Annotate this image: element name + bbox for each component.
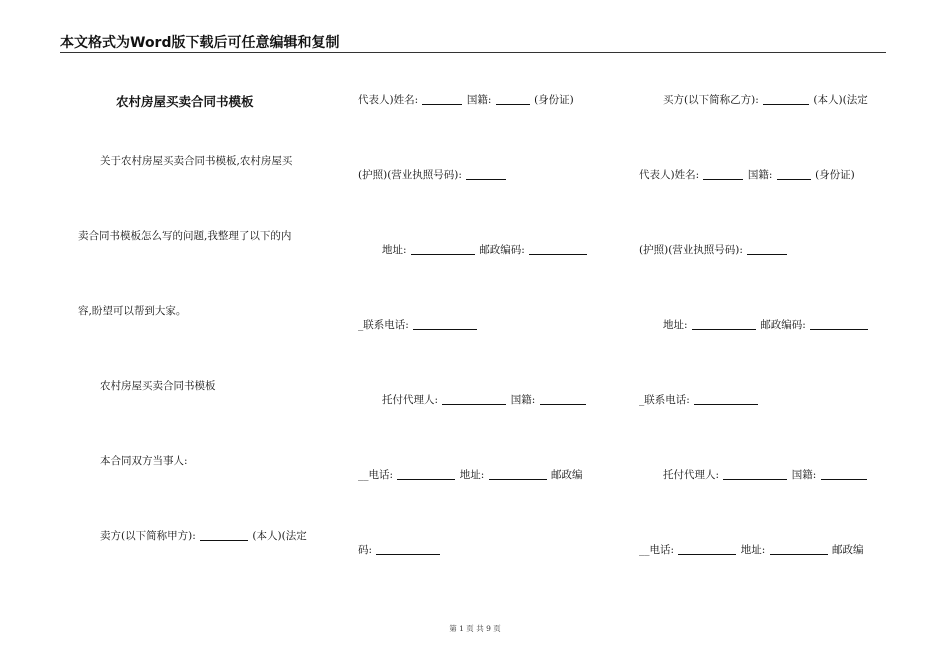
c3-rep-label: 代表人)姓名: [639, 169, 700, 181]
c2-tel-postcode-label: 邮政编 [550, 469, 583, 481]
c3-postcode-blank [810, 318, 868, 330]
c2-nation-label: 国籍: [466, 94, 492, 106]
seller-blank [200, 529, 248, 541]
c2-agent-blank [442, 393, 506, 405]
c3-passport-label: (护照)(营业执照号码): [639, 244, 743, 256]
c3-nation-label: 国籍: [747, 169, 773, 181]
c3-agent-line [663, 468, 868, 482]
c3-nation-blank [777, 168, 811, 180]
c2-phone-label: 联系电话: [363, 319, 409, 331]
c2-address-line [382, 243, 588, 257]
c3-buyer-line [663, 93, 868, 107]
c3-agent-label: 托付代理人: [663, 469, 720, 481]
seller-label: 卖方(以下简称甲方): [100, 530, 196, 542]
c3-phone-label: 联系电话: [644, 394, 690, 406]
parties-heading: 本合同双方当事人: [100, 455, 188, 467]
c2-postcode-blank [529, 243, 587, 255]
c2-agent-nation-label: 国籍: [510, 394, 536, 406]
c3-passport-line [639, 243, 788, 257]
subtitle: 农村房屋买卖合同书模板 [100, 380, 216, 392]
seller-line [100, 529, 307, 543]
c2-phone-prefix: _ [358, 319, 364, 331]
intro-line-1: 关于农村房屋买卖合同书模板,农村房屋买 [100, 155, 293, 167]
c2-agent-nation-blank [540, 393, 586, 405]
c3-name-blank [703, 168, 743, 180]
c3-tel-label: 电话: [649, 544, 675, 556]
c2-address-label: 地址: [382, 244, 407, 256]
c2-code-label: 码: [358, 544, 373, 556]
c3-buyer-label: 买方(以下简称乙方): [663, 94, 759, 106]
c2-tel-prefix: __ [358, 469, 369, 481]
c3-id-label: (身份证) [815, 169, 855, 181]
c3-address-blank [692, 318, 756, 330]
c2-phone-blank [413, 318, 477, 330]
c2-passport-blank [466, 168, 506, 180]
c2-agent-label: 托付代理人: [382, 394, 439, 406]
c3-passport-blank [747, 243, 787, 255]
c3-agent-nation-blank [821, 468, 867, 480]
c2-name-blank [422, 93, 462, 105]
c3-address-line [663, 318, 869, 332]
c3-agent-blank [723, 468, 787, 480]
c3-address-label: 地址: [663, 319, 688, 331]
c2-code-line [358, 543, 441, 557]
c3-phone-prefix: _ [639, 394, 645, 406]
c2-address-blank [411, 243, 475, 255]
c3-phone-blank [694, 393, 758, 405]
c3-tel-blank [678, 543, 736, 555]
c3-tel-prefix: __ [639, 544, 650, 556]
c2-nation-blank [496, 93, 530, 105]
header-rule [60, 52, 886, 53]
c3-phone-line [639, 393, 759, 407]
c3-rep-line [639, 168, 855, 182]
c2-rep-label: 代表人)姓名: [358, 94, 419, 106]
page-footer: 第 1 页 共 9 页 [449, 624, 501, 633]
c2-agent-line [382, 393, 587, 407]
intro-line-3: 容,盼望可以帮到大家。 [78, 305, 187, 317]
c2-id-label: (身份证) [534, 94, 574, 106]
c2-tel-blank [397, 468, 455, 480]
c2-phone-line [358, 318, 478, 332]
c2-tel-address-blank [489, 468, 547, 480]
document-title: 农村房屋买卖合同书模板 [116, 94, 254, 109]
seller-suffix: (本人)(法定 [252, 530, 307, 542]
intro-line-2: 卖合同书模板怎么写的问题,我整理了以下的内 [78, 230, 292, 242]
c3-agent-nation-label: 国籍: [791, 469, 817, 481]
c3-buyer-suffix: (本人)(法定 [813, 94, 868, 106]
c2-passport-label: (护照)(营业执照号码): [358, 169, 462, 181]
c2-tel-address-label: 地址: [459, 469, 485, 481]
c3-tel-address-blank [770, 543, 828, 555]
c2-tel-line [358, 468, 582, 482]
c3-buyer-blank [763, 93, 809, 105]
c3-tel-postcode-label: 邮政编 [831, 544, 864, 556]
c2-passport-line [358, 168, 507, 182]
c2-tel-label: 电话: [368, 469, 394, 481]
c2-rep-line [358, 93, 574, 107]
c3-postcode-label: 邮政编码: [760, 319, 806, 331]
c2-code-blank [376, 543, 440, 555]
page-header: 本文格式为Word版下载后可任意编辑和复制 [60, 35, 340, 51]
c3-tel-line [639, 543, 863, 557]
c2-postcode-label: 邮政编码: [479, 244, 525, 256]
c3-tel-address-label: 地址: [740, 544, 766, 556]
